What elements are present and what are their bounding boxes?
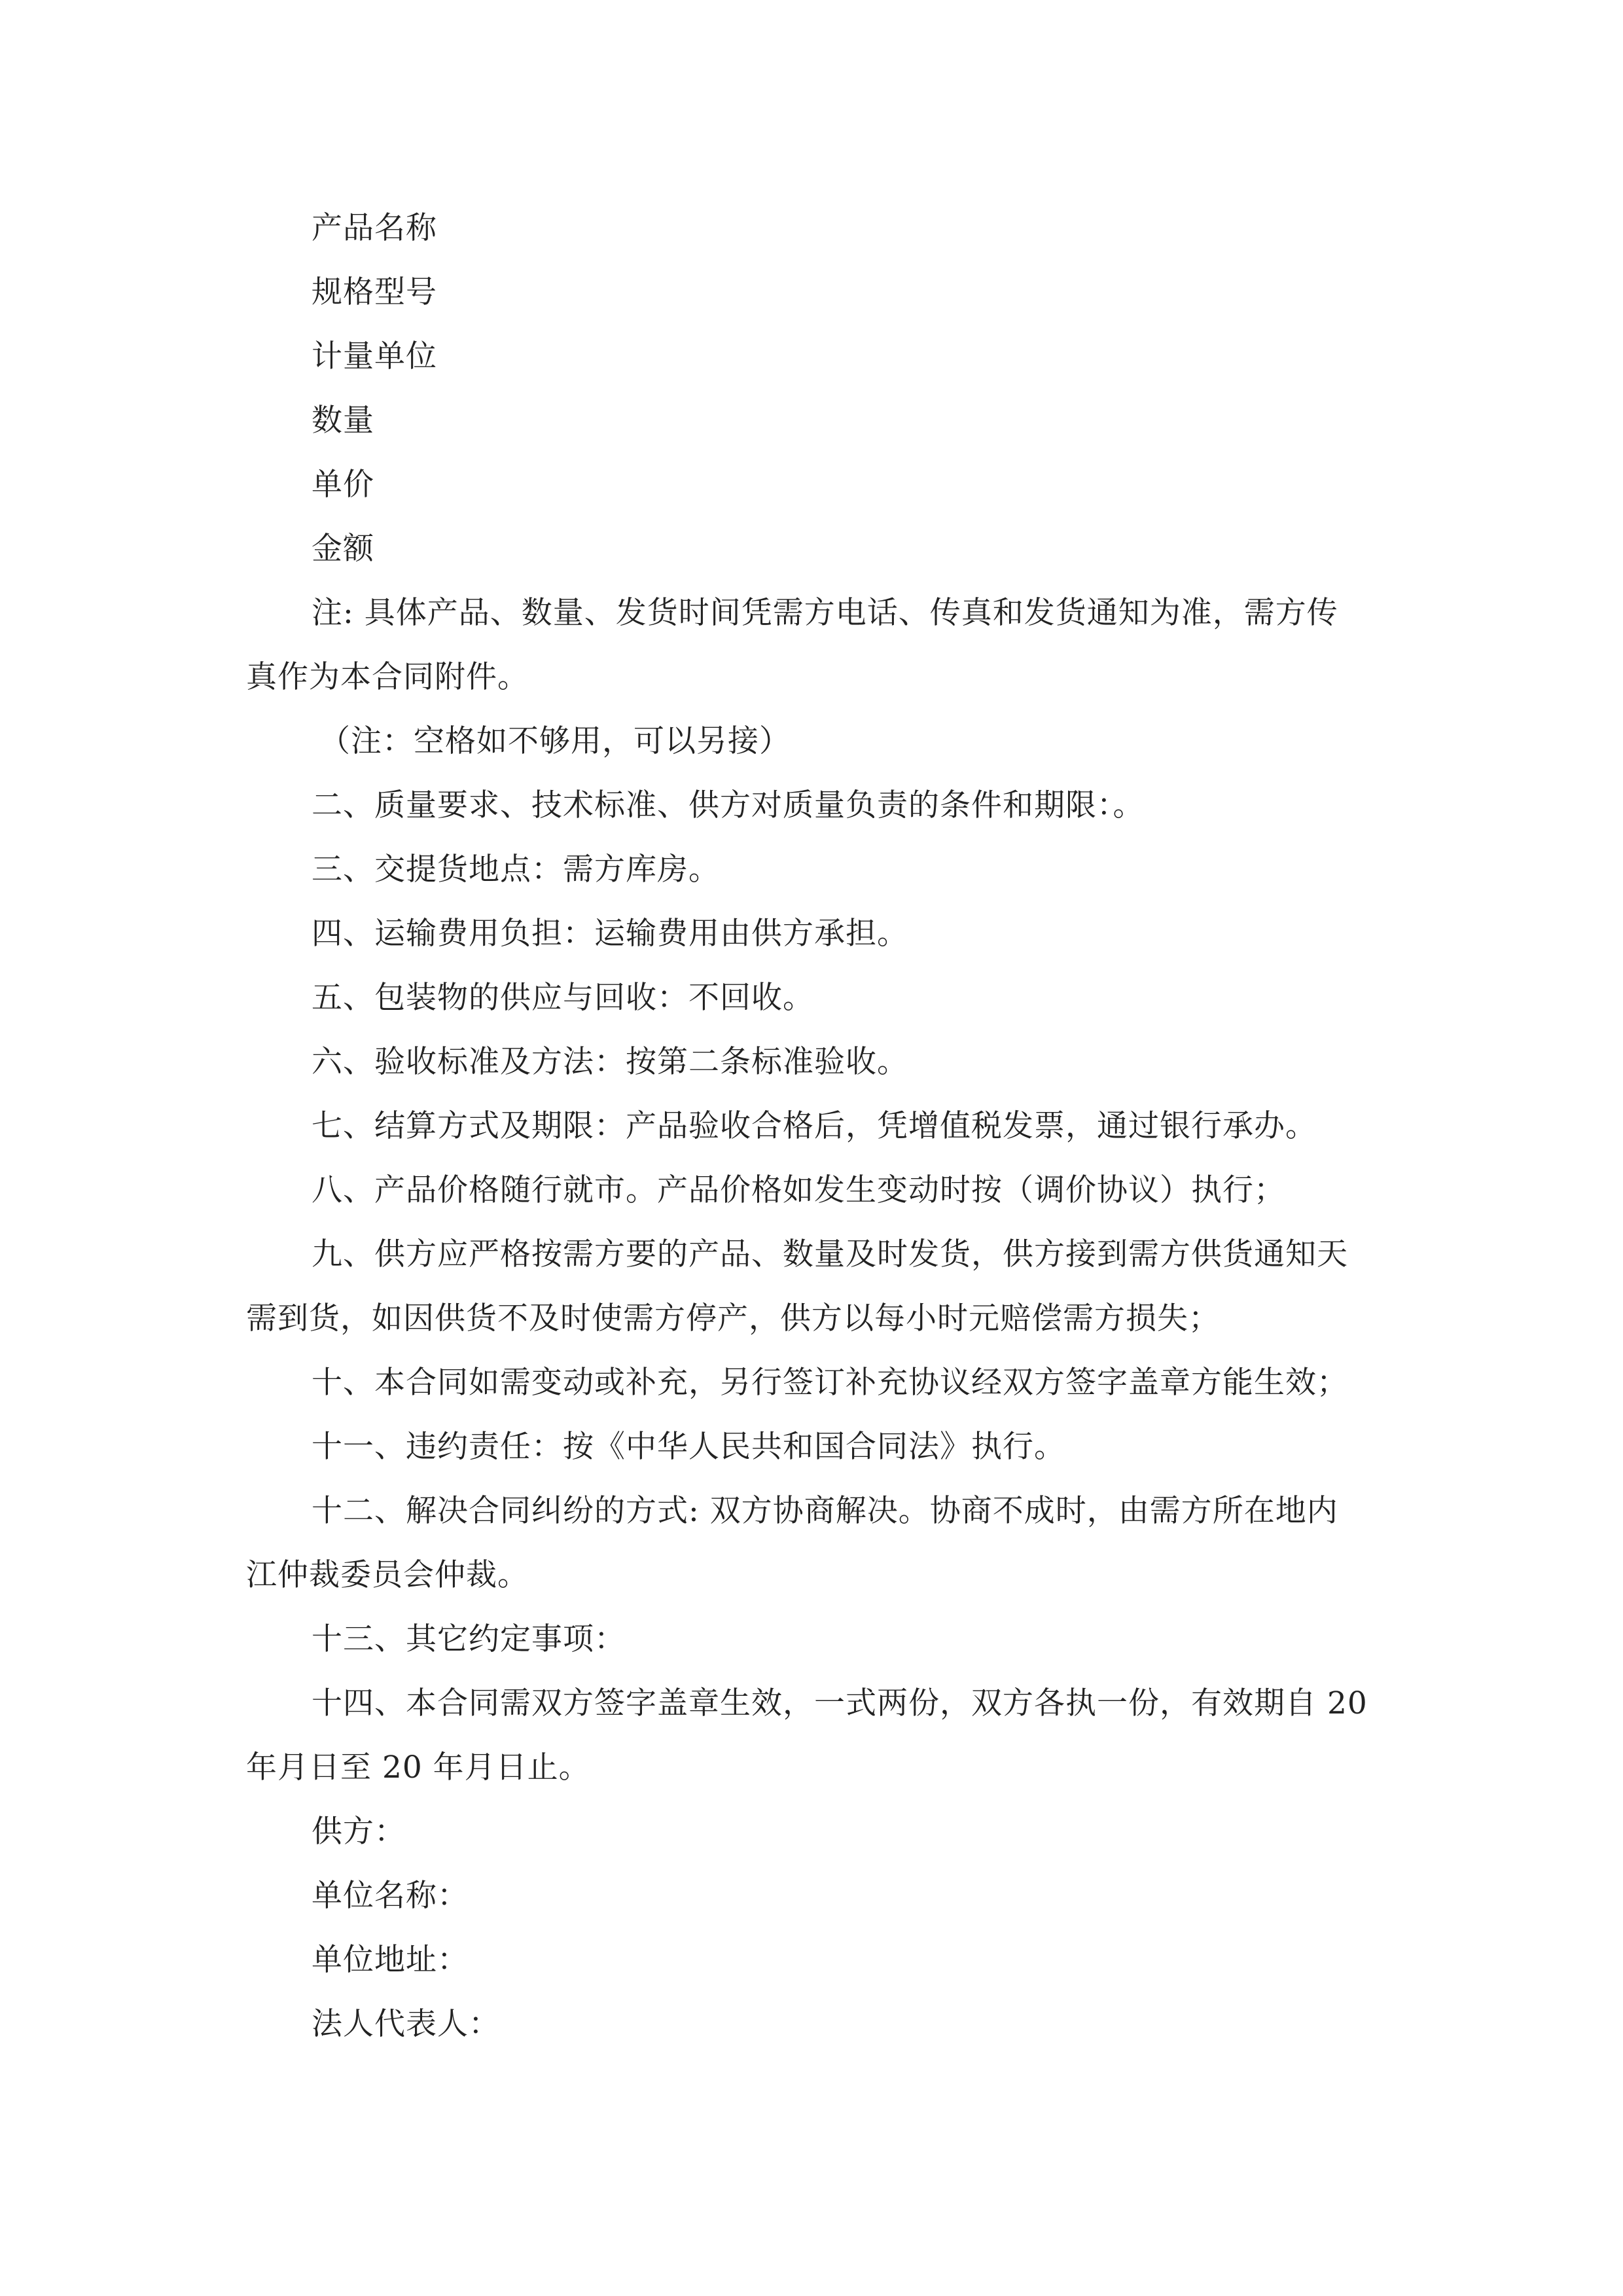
clause-8: 八、产品价格随行就市。产品价格如发生变动时按（调价协议）执行； xyxy=(312,1172,1285,1208)
clause-14-line-2: 年月日至 20 年月日止。 xyxy=(246,1749,590,1785)
unit-price-label: 单价 xyxy=(312,467,374,503)
clause-4: 四、运输费用负担：运输费用由供方承担。 xyxy=(312,916,908,952)
supplier-heading: 供方： xyxy=(312,1814,406,1850)
clause-14-line-1: 十四、本合同需双方签字盖章生效，一式两份，双方各执一份，有效期自 20 xyxy=(312,1685,1368,1721)
supplier-address: 单位地址： xyxy=(312,1942,469,1978)
unit-label: 计量单位 xyxy=(312,338,437,374)
clause-5: 五、包装物的供应与回收：不回收。 xyxy=(312,980,814,1016)
product-name-label: 产品名称 xyxy=(312,210,437,246)
clause-11: 十一、违约责任：按《中华人民共和国合同法》执行。 xyxy=(312,1429,1065,1465)
clause-12-line-2: 江仲裁委员会仲裁。 xyxy=(246,1557,529,1593)
clause-7: 七、结算方式及期限：产品验收合格后，凭增值税发票，通过银行承办。 xyxy=(312,1108,1317,1144)
clause-9-line-1: 九、供方应严格按需方要的产品、数量及时发货，供方接到需方供货通知天 xyxy=(312,1236,1348,1272)
clause-9-line-2: 需到货，如因供货不及时使需方停产，供方以每小时元赔偿需方损失； xyxy=(246,1300,1220,1336)
quantity-label: 数量 xyxy=(312,403,374,439)
contract-page xyxy=(246,196,1391,2056)
clause-2: 二、质量要求、技术标准、供方对质量负责的条件和期限：。 xyxy=(312,787,1145,823)
clause-12-line-1: 十二、解决合同纠纷的方式: 双方协商解决。协商不成时，由需方所在地内 xyxy=(312,1493,1338,1529)
clause-10: 十、本合同如需变动或补充，另行签订补充协议经双方签字盖章方能生效； xyxy=(312,1365,1348,1401)
amount-label: 金额 xyxy=(312,531,374,567)
clause-13: 十三、其它约定事项： xyxy=(312,1621,626,1657)
note-line-1: 注: 具体产品、数量、发货时间凭需方电话、传真和发货通知为准，需方传 xyxy=(312,595,1338,631)
note-line-2: 真作为本合同附件。 xyxy=(246,659,529,695)
clause-6: 六、验收标准及方法：按第二条标准验收。 xyxy=(312,1044,908,1080)
supplier-legal-rep: 法人代表人： xyxy=(312,2006,500,2042)
clause-3: 三、交提货地点：需方库房。 xyxy=(312,852,720,888)
spec-model-label: 规格型号 xyxy=(312,274,437,310)
blank-space-note: （注：空格如不够用，可以另接） xyxy=(319,723,791,759)
supplier-company-name: 单位名称： xyxy=(312,1878,469,1914)
